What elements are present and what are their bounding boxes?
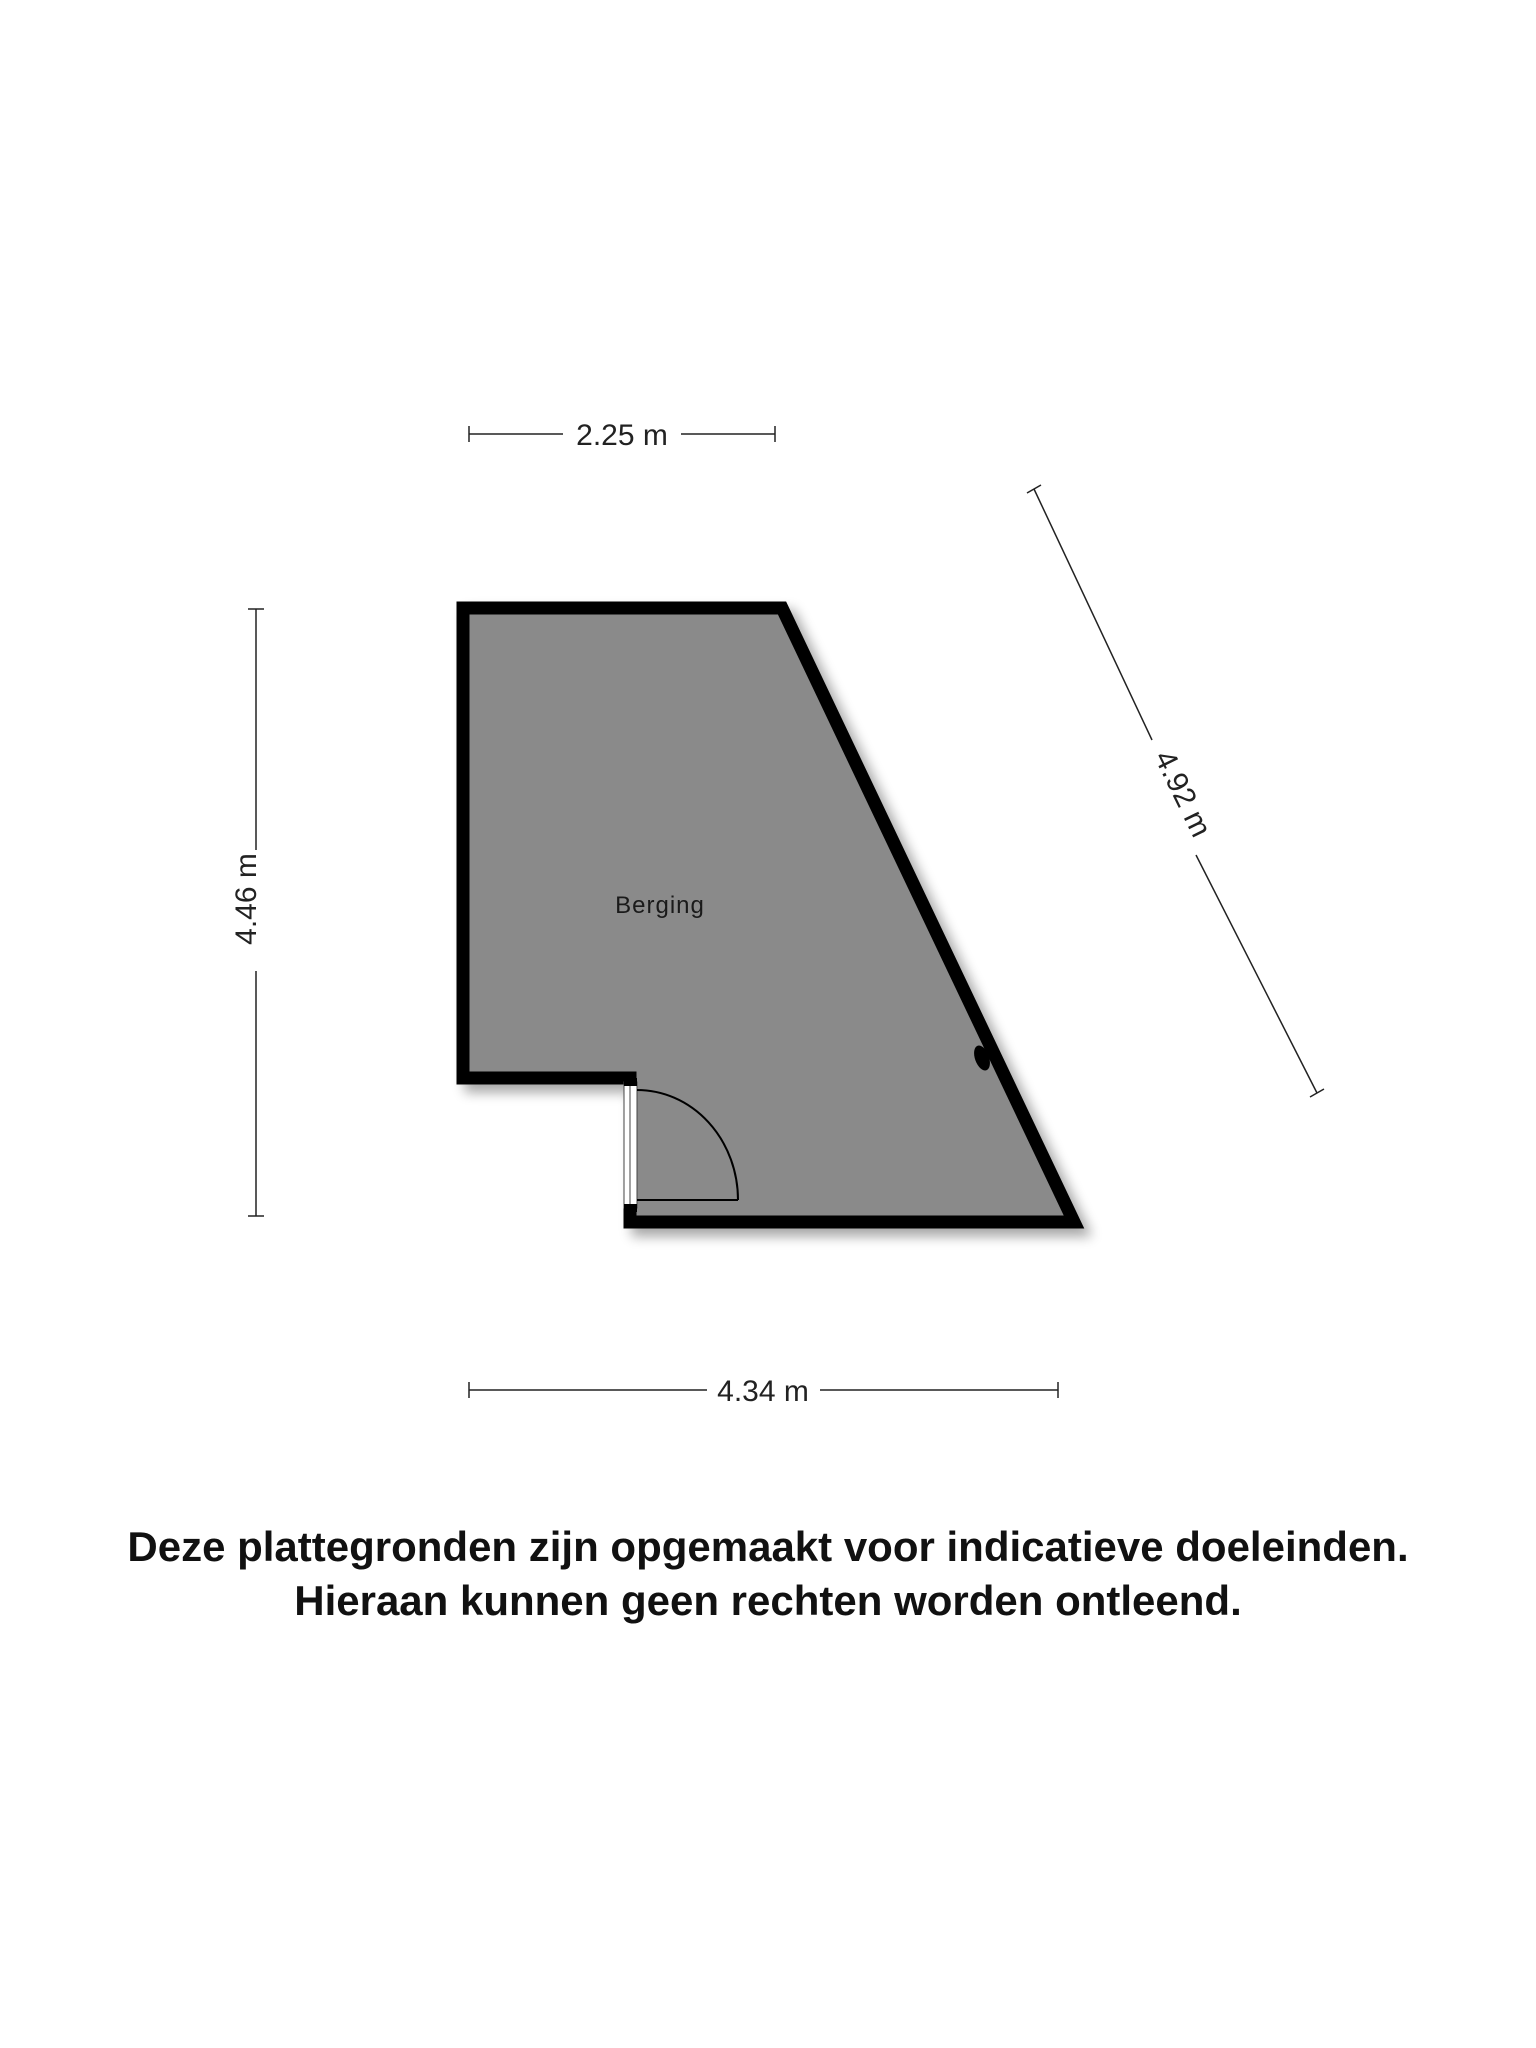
door-jamb-top [624,1078,637,1086]
room-label: Berging [615,892,705,919]
door-jamb-bottom [624,1204,637,1212]
dimension-diagonal-label: 4.92 m [1147,745,1218,843]
dimension-left-label: 4.46 m [230,853,263,945]
dimension-top-label: 2.25 m [576,419,668,452]
room-berging [463,608,1074,1222]
dimension-bottom-label: 4.34 m [717,1375,809,1408]
disclaimer-line-1: Deze plattegronden zijn opgemaakt voor indicatieve doeleinden. [127,1523,1409,1570]
disclaimer [0,1520,1536,1628]
disclaimer-line-2: Hieraan kunnen geen rechten worden ontleend. [294,1577,1242,1624]
room-floor [463,608,1074,1222]
